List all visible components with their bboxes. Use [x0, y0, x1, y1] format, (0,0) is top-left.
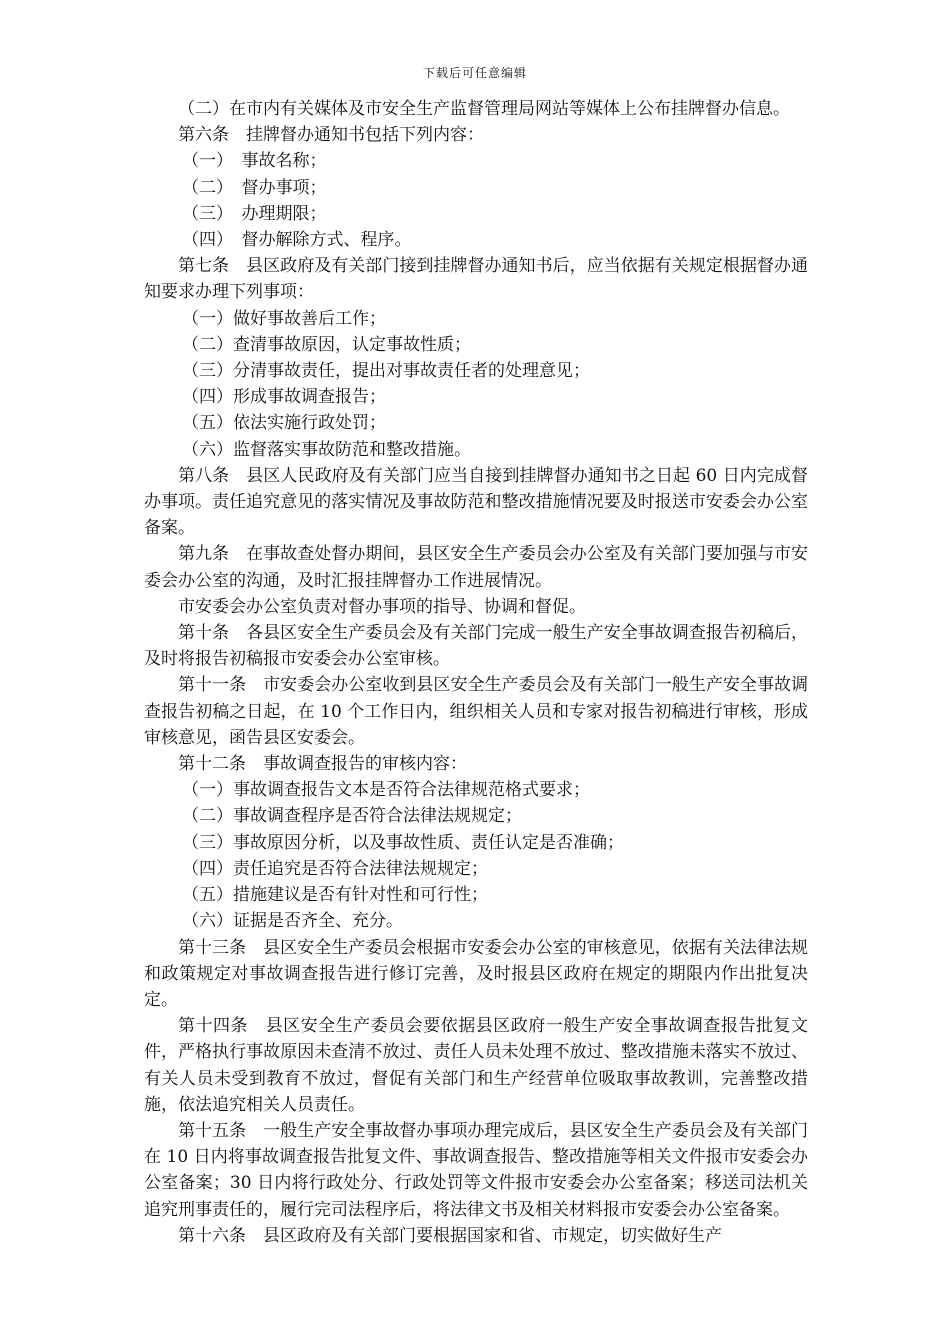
paragraph: 第九条 在事故查处督办期间，县区安全生产委员会办公室及有关部门要加强与市安委会办公室的沟通，及时汇报挂牌督办工作进展情况。	[144, 544, 808, 591]
paragraph: 第十条 各县区安全生产委员会及有关部门完成一般生产安全事故调查报告初稿后，及时将报告初稿报市安委会办公室审核。	[144, 623, 808, 670]
paragraph: （四） 督办解除方式、程序。	[182, 230, 412, 251]
document-body	[144, 96, 808, 1249]
paragraph: （五）依法实施行政处罚；	[182, 413, 386, 434]
page-header: 下载后可任意编辑	[422, 66, 527, 80]
paragraph: （三）分清事故责任，提出对事故责任者的处理意见；	[182, 361, 590, 382]
paragraph: 第十一条 市安委会办公室收到县区安全生产委员会及有关部门一般生产安全事故调查报告初稿之日起，在 10 个工作日内，组织相关人员和专家对报告初稿进行审核，形成审核意见，函告县区安委会。	[144, 675, 808, 748]
paragraph: （二） 督办事项；	[182, 177, 327, 198]
paragraph: （二）查清事故原因，认定事故性质；	[182, 334, 471, 355]
paragraph: 第十五条 一般生产安全事故督办事项办理完成后，县区安全生产委员会及有关部门在 10 日内将事故调查报告批复文件、事故调查报告、整改措施等相关文件报市安委会办公室备案；30 日内将行政处分、行政处罚等文件报市安委会办公室备案；移送司法机关追究刑事责任的，履行完司法程序后，将法律文书及相关材料报市安委会办公室备案。	[144, 1120, 808, 1220]
paragraph: （五）措施建议是否有针对性和可行性；	[182, 885, 488, 906]
paragraph: 第十四条 县区安全生产委员会要依据县区政府一般生产安全事故调查报告批复文件，严格执行事故原因未查清不放过、责任人员未处理不放过、整改措施未落实不放过、有关人员未受到教育不放过，督促有关部门和生产经营单位吸取事故教训，完善整改措施，依法追究相关人员责任。	[144, 1016, 808, 1115]
paragraph: 第八条 县区人民政府及有关部门应当自接到挂牌督办通知书之日起 60 日内完成督办事项。责任追究意见的落实情况及事故防范和整改措施情况要及时报送市安委会办公室备案。	[144, 465, 808, 539]
paragraph: 第十六条 县区政府及有关部门要根据国家和省、市规定，切实做好生产	[178, 1225, 722, 1246]
paragraph: （四）形成事故调查报告；	[182, 387, 386, 408]
paragraph: 第七条 县区政府及有关部门接到挂牌督办通知书后，应当依据有关规定根据督办通知要求办理下列事项：	[144, 256, 808, 303]
paragraph: （四）责任追究是否符合法律法规规定；	[182, 858, 488, 879]
paragraph: （二）在市内有关媒体及市安全生产监督管理局网站等媒体上公布挂牌督办信息。	[178, 99, 790, 119]
paragraph: （二）事故调查程序是否符合法律法规规定；	[182, 806, 522, 827]
paragraph: （三）事故原因分析，以及事故性质、责任认定是否准确；	[182, 832, 624, 853]
paragraph: （六）证据是否齐全、充分。	[182, 911, 403, 932]
paragraph: （三） 办理期限；	[182, 203, 327, 224]
paragraph: 市安委会办公室负责对督办事项的指导、协调和督促。	[178, 596, 586, 617]
paragraph: （六）监督落实事故防范和整改措施。	[182, 439, 471, 460]
paragraph: （一）事故调查报告文本是否符合法律规范格式要求；	[182, 780, 590, 801]
paragraph: （一） 事故名称；	[182, 151, 327, 172]
paragraph: 第十三条 县区安全生产委员会根据市安委会办公室的审核意见，依据有关法律法规和政策规定对事故调查报告进行修订完善，及时报县区政府在规定的期限内作出批复决定。	[144, 937, 808, 1010]
paragraph: （一）做好事故善后工作；	[182, 308, 386, 329]
paragraph: 第六条 挂牌督办通知书包括下列内容：	[178, 125, 484, 146]
paragraph: 第十二条 事故调查报告的审核内容：	[178, 754, 467, 775]
